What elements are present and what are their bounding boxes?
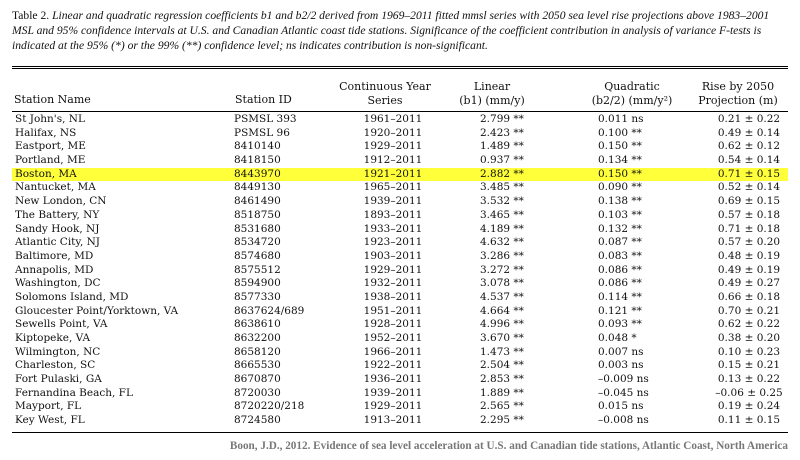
cell-linear: 3.670 ** [480, 332, 524, 344]
cell-quadratic: 0.132 ** [598, 222, 642, 235]
cell-quadratic: 0.048 * [598, 332, 637, 344]
cell-year-series: 1939–2011 [363, 386, 423, 399]
cell-linear: 2.295 ** [480, 414, 524, 427]
cell-year-series: 1929–2011 [363, 140, 423, 153]
cell-station-name: Baltimore, MD [15, 249, 94, 262]
cell-station-id: 8461490 [234, 195, 281, 208]
bottom-rule [12, 432, 788, 433]
cell-station-name: St John's, NL [15, 113, 85, 125]
cell-year-series: 1921–2011 [363, 167, 423, 180]
header-series-line1: Continuous Year [339, 80, 431, 93]
table-row [12, 223, 788, 237]
cell-linear: 2.799 ** [480, 113, 524, 125]
cell-station-id: 8518750 [234, 208, 281, 221]
cell-station-id: 8418150 [234, 154, 281, 167]
cell-rise-projection: 0.54 ± 0.14 [717, 154, 781, 167]
cell-quadratic: 0.086 ** [598, 277, 642, 290]
cell-station-id: PSMSL 96 [234, 126, 290, 139]
cell-rise-projection: 0.49 ± 0.27 [717, 277, 781, 290]
table-row [12, 113, 788, 127]
table-row [12, 291, 788, 305]
table-body [12, 113, 788, 428]
cell-station-name: The Battery, NY [15, 208, 100, 221]
table-row [12, 250, 788, 264]
cell-quadratic: 0.121 ** [598, 304, 642, 317]
cell-rise-projection: 0.49 ± 0.19 [717, 263, 781, 276]
cell-year-series: 1929–2011 [363, 400, 423, 413]
cell-rise-projection: 0.49 ± 0.14 [717, 126, 781, 139]
cell-year-series: 1920–2011 [363, 126, 423, 139]
cell-station-id: 8534720 [234, 236, 281, 249]
cell-quadratic: 0.138 ** [598, 195, 642, 208]
cell-station-id: 8638610 [234, 318, 281, 331]
cell-linear: 3.272 ** [480, 263, 524, 276]
cell-station-name: Halifax, NS [15, 126, 77, 139]
cell-year-series: 1913–2011 [363, 414, 423, 427]
cell-year-series: 1903–2011 [363, 249, 423, 262]
top-rule [12, 66, 788, 67]
cell-station-id: 8449130 [234, 181, 281, 194]
cell-linear: 3.286 ** [480, 249, 524, 262]
cell-station-name: Wilmington, NC [15, 345, 101, 358]
cell-year-series: 1936–2011 [363, 373, 423, 386]
cell-linear: 2.504 ** [480, 359, 524, 372]
header-quadratic-line1: Quadratic [604, 80, 660, 93]
table-row [12, 277, 788, 291]
table-row [12, 154, 788, 168]
cell-station-name: Kiptopeke, VA [15, 332, 91, 344]
cell-rise-projection: 0.10 ± 0.23 [717, 345, 781, 358]
cell-linear: 3.532 ** [480, 195, 524, 208]
cell-rise-projection: 0.57 ± 0.18 [717, 208, 781, 221]
cell-rise-projection: 0.48 ± 0.19 [717, 249, 781, 262]
cell-linear: 4.632 ** [480, 236, 524, 249]
table-row [12, 387, 788, 401]
header-station-id: Station ID [235, 93, 292, 106]
cell-year-series: 1928–2011 [363, 318, 423, 331]
cell-station-name: Gloucester Point/Yorktown, VA [15, 304, 179, 317]
cell-station-name: Washington, DC [15, 277, 101, 290]
cell-year-series: 1933–2011 [363, 222, 423, 235]
cell-year-series: 1923–2011 [363, 236, 423, 249]
cell-year-series: 1929–2011 [363, 263, 423, 276]
table-row [12, 400, 788, 414]
table-row [12, 181, 788, 195]
cell-quadratic: 0.150 ** [598, 167, 642, 180]
cell-station-id: 8575512 [234, 263, 281, 276]
cell-rise-projection: 0.38 ± 0.20 [717, 332, 781, 344]
cell-rise-projection: 0.69 ± 0.15 [717, 195, 781, 208]
header-linear-line2: (b1) (mm/y) [459, 94, 525, 107]
table-row [12, 359, 788, 373]
cell-quadratic: 0.093 ** [598, 318, 642, 331]
cell-station-id: 8665530 [234, 359, 281, 372]
cell-rise-projection: 0.62 ± 0.12 [717, 140, 781, 153]
cell-year-series: 1951–2011 [363, 304, 423, 317]
cell-rise-projection: 0.19 ± 0.24 [717, 400, 781, 413]
cell-station-name: Fort Pulaski, GA [15, 373, 102, 386]
cell-station-id: 8531680 [234, 222, 281, 235]
cell-station-name: New London, CN [15, 195, 107, 208]
cell-rise-projection: 0.71 ± 0.18 [717, 222, 781, 235]
cell-station-name: Sewells Point, VA [15, 318, 108, 331]
header-series [335, 80, 435, 108]
cell-rise-projection: 0.71 ± 0.15 [717, 167, 781, 180]
caption-text: Linear and quadratic regression coefficients b1 and b2/2 derived from 1969–2011 fitted mmsl series with 2050 sea level rise projections above 1983–2001 MSL and 95% confidence intervals at U.S. and Canadian Atlantic coast tide stations. Significance of the coefficient contribution in analysis of variance F-tests is indicated at the 95% (*) or the 99% (**) confidence level; ns indicates contribution is non-significant. [12, 9, 770, 52]
cell-station-name: Eastport, ME [15, 140, 86, 153]
table-row [12, 305, 788, 319]
cell-linear: 4.664 ** [480, 304, 524, 317]
cell-quadratic: 0.086 ** [598, 263, 642, 276]
header-series-line2: Series [367, 94, 403, 107]
cell-station-id: PSMSL 393 [234, 113, 297, 125]
cell-linear: 1.473 ** [480, 345, 524, 358]
cell-rise-projection: 0.57 ± 0.20 [717, 236, 781, 249]
cell-station-name: Key West, FL [15, 414, 85, 427]
cell-station-id: 8637624/689 [234, 304, 305, 317]
header-linear [452, 80, 532, 108]
cell-station-id: 8720220/218 [234, 400, 305, 413]
header-quadratic [577, 80, 687, 108]
cell-linear: 4.996 ** [480, 318, 524, 331]
top-rule-double [12, 68, 788, 69]
cell-quadratic: 0.090 ** [598, 181, 642, 194]
header-rise [688, 80, 788, 108]
table-caption [12, 8, 788, 53]
table-row [12, 264, 788, 278]
cell-station-name: Mayport, FL [15, 400, 82, 413]
cell-year-series: 1966–2011 [363, 345, 423, 358]
cell-rise-projection: –0.06 ± 0.25 [715, 386, 783, 399]
cell-year-series: 1922–2011 [363, 359, 423, 372]
cell-linear: 1.489 ** [480, 140, 524, 153]
cell-rise-projection: 0.13 ± 0.22 [717, 373, 781, 386]
cell-station-id: 8724580 [234, 414, 281, 427]
cell-quadratic: 0.083 ** [598, 249, 642, 262]
cell-quadratic: 0.114 ** [598, 290, 642, 303]
cell-linear: 2.853 ** [480, 373, 524, 386]
cell-station-id: 8577330 [234, 290, 281, 303]
table-row [12, 318, 788, 332]
cell-rise-projection: 0.62 ± 0.22 [717, 318, 781, 331]
cell-rise-projection: 0.15 ± 0.21 [717, 359, 781, 372]
cell-linear: 3.078 ** [480, 277, 524, 290]
cell-station-name: Atlantic City, NJ [15, 236, 101, 249]
cell-quadratic: 0.011 ns [598, 113, 644, 125]
cell-linear: 3.465 ** [480, 208, 524, 221]
cell-year-series: 1938–2011 [363, 290, 423, 303]
cell-station-name: Sandy Hook, NJ [15, 222, 100, 235]
cell-linear: 3.485 ** [480, 181, 524, 194]
cell-station-id: 8410140 [234, 140, 281, 153]
table-row-highlighted [12, 168, 788, 182]
cell-linear: 0.937 ** [480, 154, 524, 167]
table-row [12, 373, 788, 387]
cell-year-series: 1952–2011 [363, 332, 423, 344]
cell-rise-projection: 0.21 ± 0.22 [717, 113, 781, 125]
cell-station-name: Fernandina Beach, FL [15, 386, 133, 399]
header-linear-line1: Linear [473, 80, 511, 93]
cell-linear: 4.537 ** [480, 290, 524, 303]
table-row [12, 236, 788, 250]
cell-station-name: Solomons Island, MD [15, 290, 129, 303]
table-row [12, 140, 788, 154]
table-row [12, 414, 788, 428]
cell-year-series: 1893–2011 [363, 208, 423, 221]
cell-station-id: 8574680 [234, 249, 281, 262]
cell-station-id: 8720030 [234, 386, 281, 399]
cell-station-id: 8632200 [234, 332, 281, 344]
cell-year-series: 1965–2011 [363, 181, 423, 194]
cell-year-series: 1939–2011 [363, 195, 423, 208]
cell-quadratic: 0.087 ** [598, 236, 642, 249]
cell-station-name: Portland, ME [15, 154, 86, 167]
cell-year-series: 1912–2011 [363, 154, 423, 167]
cell-linear: 4.189 ** [480, 222, 524, 235]
header-rise-line2: Projection (m) [698, 94, 778, 107]
source-credit: Boon, J.D., 2012. Evidence of sea level acceleration at U.S. and Canadian tide stations, Atlantic Coast, North America [229, 440, 788, 452]
cell-linear: 2.882 ** [480, 167, 524, 180]
table-row [12, 346, 788, 360]
cell-quadratic: 0.103 ** [598, 208, 642, 221]
cell-station-name: Boston, MA [15, 167, 77, 180]
cell-quadratic: 0.150 ** [598, 140, 642, 153]
cell-station-name: Nantucket, MA [15, 181, 96, 194]
cell-linear: 1.889 ** [480, 386, 524, 399]
table-row [12, 209, 788, 223]
cell-quadratic: 0.134 ** [598, 154, 642, 167]
cell-station-id: 8658120 [234, 345, 281, 358]
cell-linear: 2.565 ** [480, 400, 524, 413]
cell-quadratic: –0.009 ns [598, 373, 649, 386]
cell-quadratic: 0.100 ** [598, 126, 642, 139]
table-row [12, 195, 788, 209]
header-quadratic-line2: (b2/2) (mm/y²) [591, 94, 673, 107]
header-station-name: Station Name [14, 93, 91, 106]
header-rule [12, 111, 788, 112]
table-row [12, 332, 788, 346]
cell-rise-projection: 0.11 ± 0.15 [717, 414, 781, 427]
cell-station-id: 8594900 [234, 277, 281, 290]
cell-quadratic: –0.045 ns [598, 386, 649, 399]
cell-year-series: 1961–2011 [363, 113, 423, 125]
table-number: Table 2. [12, 9, 50, 22]
cell-rise-projection: 0.70 ± 0.21 [717, 304, 781, 317]
cell-station-name: Charleston, SC [15, 359, 96, 372]
cell-quadratic: 0.015 ns [598, 400, 644, 413]
cell-quadratic: 0.003 ns [598, 359, 644, 372]
cell-rise-projection: 0.66 ± 0.18 [717, 290, 781, 303]
cell-station-id: 8443970 [234, 167, 281, 180]
table-row [12, 127, 788, 141]
cell-quadratic: 0.007 ns [598, 345, 644, 358]
cell-year-series: 1932–2011 [363, 277, 423, 290]
cell-rise-projection: 0.52 ± 0.14 [717, 181, 781, 194]
cell-linear: 2.423 ** [480, 126, 524, 139]
cell-station-name: Annapolis, MD [15, 263, 94, 276]
cell-station-id: 8670870 [234, 373, 281, 386]
cell-quadratic: –0.008 ns [598, 414, 649, 427]
header-rise-line1: Rise by 2050 [701, 80, 775, 93]
